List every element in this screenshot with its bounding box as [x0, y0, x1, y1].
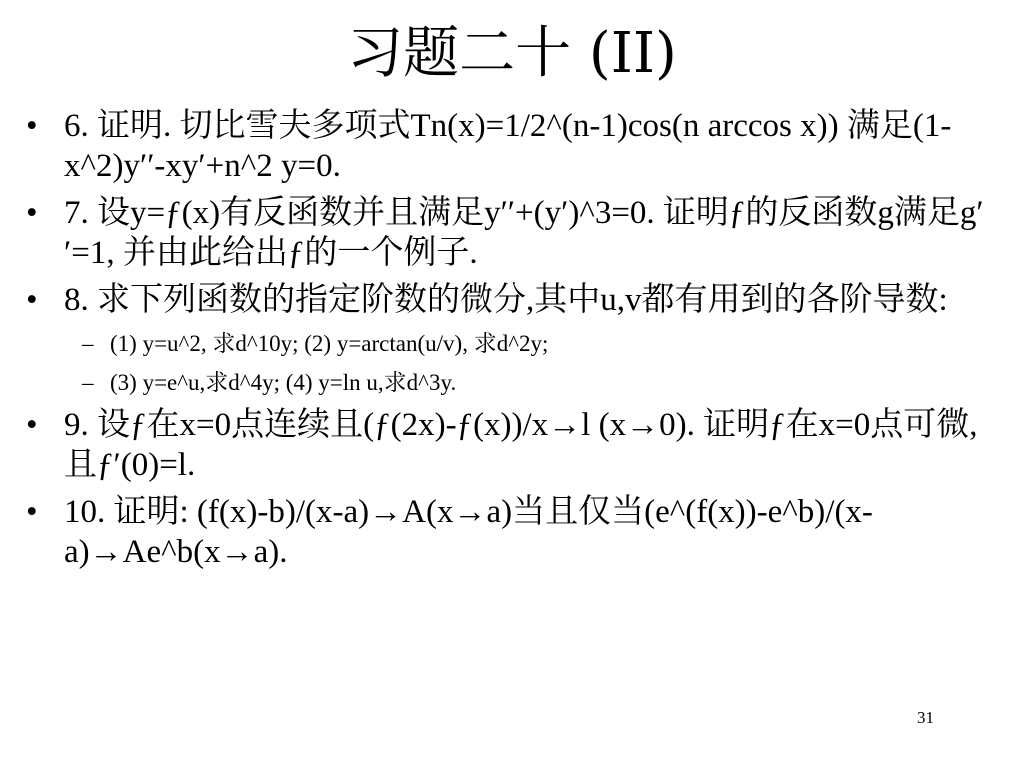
bullet: • — [26, 282, 38, 318]
item-text: 10. 证明: (f(x)-b)/(x-a)→A(x→a)当且仅当(e^(f(x))-e^b)/(x-a)→Ae^b(x→a). — [64, 494, 873, 570]
sub-item-2 — [26, 366, 986, 399]
page-number: 31 — [917, 708, 934, 727]
sub-item-text: (1) y=u^2, 求d^10y; (2) y=arctan(u/v), 求d^2y; — [110, 331, 549, 356]
bullet: • — [26, 407, 38, 443]
dash: – — [82, 370, 94, 395]
sub-item-text: (3) y=e^u,求d^4y; (4) y=ln u,求d^3y. — [110, 370, 457, 395]
list-item-9 — [26, 405, 986, 485]
item-text: 9. 设ƒ在x=0点连续且(ƒ(2x)-ƒ(x))/x→l (x→0). 证明ƒ在x=0点可微, 且ƒ′(0)=l. — [64, 407, 978, 483]
dash: – — [82, 331, 94, 356]
sub-item-1 — [26, 327, 986, 360]
item-text: 8. 求下列函数的指定阶数的微分,其中u,v都有用到的各阶导数: — [64, 282, 948, 318]
bullet: • — [26, 494, 38, 530]
list-item-8 — [26, 280, 986, 320]
list-item-7 — [26, 193, 986, 273]
list-item-6 — [26, 106, 986, 186]
slide-content — [26, 106, 986, 579]
bullet: • — [26, 195, 38, 231]
slide-title: 习题二十 (II) — [347, 21, 677, 86]
bullet: • — [26, 108, 38, 144]
item-text: 6. 证明. 切比雪夫多项式Tn(x)=1/2^(n-1)cos(n arccos x)) 满足(1-x^2)y′′-xy′+n^2 y=0. — [64, 108, 952, 184]
item-text: 7. 设y=ƒ(x)有反函数并且满足y′′+(y′)^3=0. 证明ƒ的反函数g满足g′′=1, 并由此给出ƒ的一个例子. — [64, 195, 984, 271]
list-item-10 — [26, 492, 986, 572]
